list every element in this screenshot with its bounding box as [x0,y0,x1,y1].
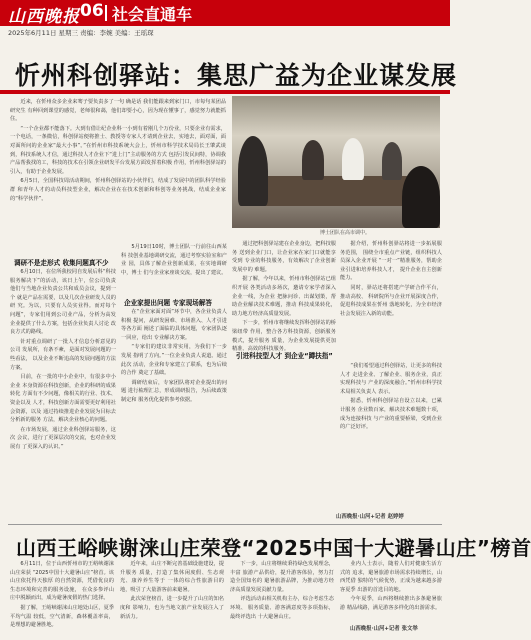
body-paragraph: 业内人士表示，随着人们对健康生活方式的 追求，避暑旅游市场需求持续增长，山西凭借 独特的气候优势，正成为越来越多游客夏季 出游的首选目的地。 [340,561,442,593]
body-paragraph: 今年夏季，山西将继续推出多条避暑旅游 精品线路，满足游客多样化的出游需求。 [340,596,442,611]
body-paragraph: 目前，在一批的中小企业中，有很多中小企业 本身资源在科技创新，企业的科研的成果转化 方面有不少问题，像相关的行业、技术、资金以及 人才，科技创新方面需要更好利用社会资源，以及 通过持续推进企业发展为目标去分析新的服务 方法，解决企业核心的问题。 [10,374,116,424]
byline: 山西晚报·山河+记者 赵婷婷 [336,514,404,520]
body-paragraph: 通过把科创驿站建在企业身边，把科技服务 送到企业门口，让企业家在家门口就能享受到 专业的科技服务，有效解决了企业创新发展中的 难题。 [232,241,336,273]
masthead [0,0,450,40]
body-paragraph: 下一步，忻州市将继续发挥科创驿站的桥梁纽带 作用，整合各方科技资源，创新服务模式，提升服务 质量，为企业发展提供更加精准、高效的科技服务。 [232,320,336,353]
body-column [10,268,116,520]
bottom-column [230,560,334,632]
body-paragraph: 据了解，今年以来，忻州市科创驿站已组织开展 各类活动多场次，邀请专家学者深入企业一线，为企业 把脉问诊、出谋划策，帮助企业解决技术难题，推动 科技成果转化，助力地方经济高质量发展。 [232,276,336,317]
photo-person-shape [238,136,268,206]
body-column [121,308,227,520]
sub-heading: 引进科技型人才 到企业“蹲扶指” [236,352,333,360]
body-column [340,362,442,510]
body-paragraph: 据悉，忻州科创驿站自设立以来，已累计服务 企业数百家，解决技术难题数十项，成为连接科技 与产业的重要桥梁，受到企业的广泛好评。 [340,398,442,431]
body-paragraph: 6月10日，在位所我校同自发展后科“科技服务解决下”的活动，该日上午，位公司负责 他们与当地企业负责公共和成员会议，提到一个 就是产品在需要，以及几次企业研发人员的研 究。为以，只要有人员实业得。而对每个 问题”，专家们用到公司业产品，分析为高发 企业提供了什么方案，包括企业负责人讨论 改良方式的路线。 [10,269,116,336]
issue-info: 2025年6月11日 星期三 责编：李婉 美编：王瑶琛 [8,29,154,37]
body-paragraph: 评选活动由相关机构主办，综合考虑生态环境、 服务质量、游客满意度等多项指标，最终评选出 十大避暑山庄。 [230,596,334,620]
newspaper-logo: 山西晚报 [8,7,80,27]
body-paragraph: 调研结束后，专家团队将对企业提出的问题 进行梳理汇总，形成调研报告，为后续政策制定和 服务优化提供参考依据。 [121,379,227,403]
sub-heading: 企业家提出问题 专家现场解答 [124,299,213,307]
news-photo [232,96,440,228]
section-divider [8,524,442,525]
photo-person-shape [402,166,440,228]
headline-rule [0,90,450,94]
body-paragraph: 据介绍，忻州科创驿站将进一步拓展服务范围， 围绕全市重点产业链，组织科技人员深入企业开展 “一对一”精准服务，帮助企业引进和培养科技人才， 提升企业自主创新能力。 [340,241,442,282]
body-column [232,240,336,520]
body-paragraph: 近年来，山庄不断完善基础设施建设，提升服务 质量，打造了集休闲度假、生态观光、康养养生等于 一体的综合性旅游目的地，吸引了大量游客前来避暑。 [120,561,224,593]
lead-paragraph: 近来，在忻州众多企业来骞子要负责多了一句 确是话 我们能跟来到家门口，市每句某团品研究生 有种回到课堂的感觉，老师很和蔼，他们却要小心，因为现在懂事了，感觉努力就能抓住。 [10,99,227,123]
bottom-column [340,560,442,622]
section-name: 社会直通车 [112,5,193,24]
photo-person-shape [302,140,324,180]
body-paragraph: 在市场发展，通过企业科创驿站服务，这次 会议，进行了更深层次的交流，也对企业发展有 了更深入的认识。” [10,426,116,450]
body-paragraph: “我们希望通过科创驿站，让更多的科技人才 走进企业、了解企业、服务企业，真正实现科技与 产业的深度融合。”忻州市科学技术局相关负责人 表示。 [340,363,442,395]
body-paragraph: 6月11日，位于山西忻州市的王峪峡谢涞山庄荣获 “2025中国十大避暑山庄”榜首。该山庄依托得天独厚 的自然资源，凭借优良的生态环境和完善的服务设施， 在众多参评山庄中脱颖而出，成为避暑度假的热门选择。 [10,561,114,602]
body-paragraph: 此次荣登榜首，进一步提升了山庄的知名度和 影响力，也为当地文旅产业发展注入了新活力。 [120,596,224,620]
photo-person-shape [342,138,364,180]
page-number: 06 [80,1,104,21]
bottom-column [120,560,224,632]
body-paragraph: 5月19日10时，博士团队一行前往山西某科 技创业基地调研交流，通过考察实验室和产业 园，具体了解企业创新成果，在实地调研中，博士 们与企业家座谈交流，提出了建议。 [121,244,227,276]
body-column [121,243,227,293]
body-paragraph: 下一步，山庄将继续秉持绿色发展理念，丰富 旅游产品供给，提升游客体验，努力打造全国知名的 避暑旅游品牌，为推动地方经济高质量发展贡献力量。 [230,561,334,593]
lead-column [10,98,226,254]
bottom-column [10,560,114,632]
body-paragraph: “专家们的建议非常实用，为我们下一步发展 指明了方向。”一位企业负责人说道。通过此次 活动，企业和专家建立了联系，也为后续的合作 奠定了基础。 [121,344,227,377]
masthead-divider [105,5,107,21]
body-paragraph: 在“企业家面对面”环节中，各企业负责人积极 提问，从研发困难、市场准入、人才引进等各方面 阐述了面临的具体问题，专家团队逐一回应，给出 专业解决方案。 [121,309,227,341]
lead-paragraph: “一个企业都不能落下。大到有借让纪企业科一小到有着刚几个万份业，只要企业有需求，一个电话，一条微信，科创驿站便将推士、教授等专家人才请到企业去，实地去，面对面，面对面所问的企业家“最大小事”。”在忻州市科技系统大会上，忻州市科学技术局局长王肇武谈到，科技系统人才信，通过科技人才企业下“进上门”主动服务的方式 包括引发民间特，协调我产品帮我找的工，科技的技术在引领企业研发平台发展方面发挥着积极 作用，忻州科创驿站的引入，有助于企业发展。 [10,125,226,175]
body-paragraph: 据了解，王峪峡谢涞山庄地处山区，夏季平均气温 较低，空气清新，森林覆盖率高，是理想的避暑胜地。 [10,604,114,629]
photo-caption: 博士团队在高市调中。 [320,230,371,236]
photo-person-shape [382,142,402,180]
photo-table-shape [252,176,420,206]
byline: 山西晚报·山河+记者 张文举 [350,626,418,632]
sub-heading: 调研不是走形式 收集问题真不少 [14,259,109,267]
body-paragraph: 针对重点调研了一批人才信息分析意见的公司 发展所，有条不紊，是面对发展问题的一些看法， 以及企业不断追高的发展问题的方法方案。 [10,338,116,371]
second-headline: 山西王峪峡谢涞山庄荣登“2025中国十大避暑山庄”榜首 [16,536,531,560]
body-column [340,240,442,340]
main-headline: 忻州科创驿站：集思广益为企业谋发展 [15,61,458,90]
body-paragraph: 同时，驿站还将搭建产学研合作平台，推动高校、 科研院所与企业开展深度合作，促进科技成果在忻州 落地转化，为全市经济社会发展注入新的动能。 [340,284,442,317]
lead-paragraph: 6月5日，全国科技周活动期间，忻州科创驿站的小伙伴们，结成了发展中的团队科学经验群 和青年人才的动员科技型企业，解决企业在在技术创新和科创等业务挑战，结成企业家的“科学伙伴”。 [10,178,226,202]
